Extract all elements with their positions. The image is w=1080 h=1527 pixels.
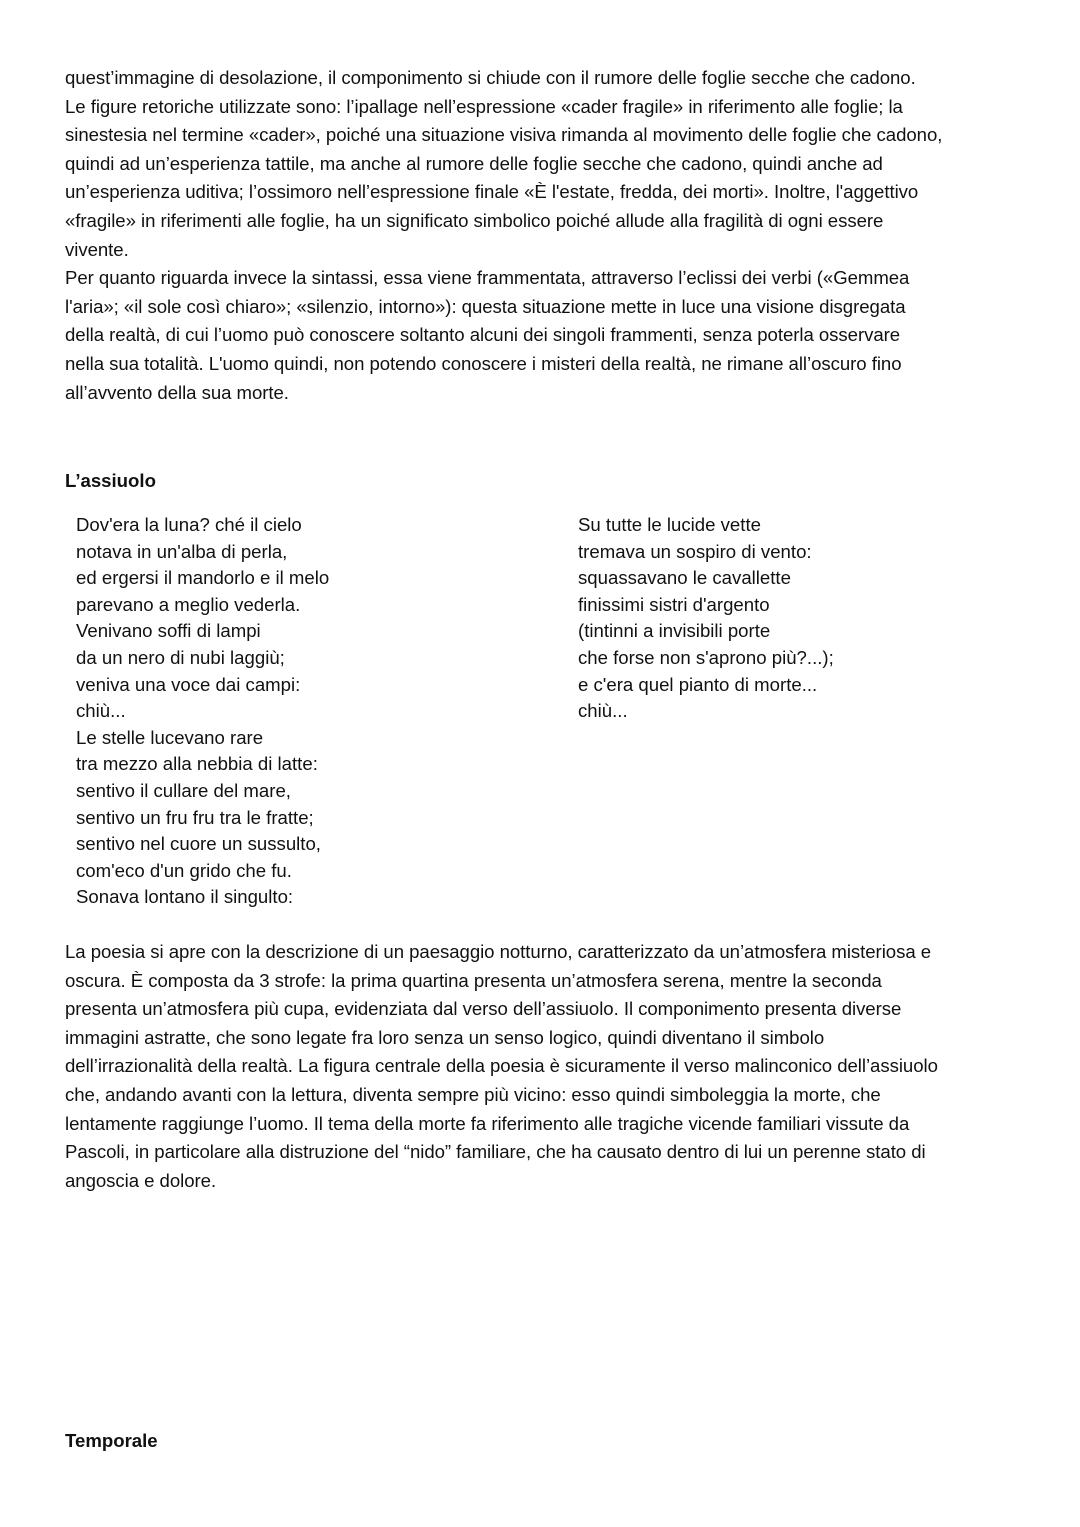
poem-verse: e c'era quel pianto di morte...: [578, 673, 818, 695]
poem-verse: tra mezzo alla nebbia di latte:: [76, 753, 318, 775]
poem-column-right: [578, 512, 834, 725]
poem-verse: da un nero di nubi laggiù;: [76, 646, 285, 668]
intro-line: quindi ad un’esperienza tattile, ma anche al rumore delle foglie secche che cadono, quindi anche ad: [65, 152, 883, 174]
poem-verse: sentivo un fru fru tra le fratte;: [76, 806, 314, 828]
section-title-temporale: Temporale: [65, 1430, 158, 1451]
intro-paragraph: [65, 64, 1025, 407]
poem-verse: com'eco d'un grido che fu.: [76, 859, 292, 881]
poem-verse: chiù...: [76, 700, 126, 722]
commentary-line: dell’irrazionalità della realtà. La figura centrale della poesia è sicuramente il verso malinconico dell’assiuolo: [65, 1055, 938, 1077]
poem-verse: notava in un'alba di perla,: [76, 540, 288, 562]
intro-line: un’esperienza uditiva; l’ossimoro nell’espressione finale «È l'estate, fredda, dei morti». Inoltre, l'aggettivo: [65, 181, 919, 203]
poem-verse: tremava un sospiro di vento:: [578, 540, 812, 562]
intro-line: vivente.: [65, 238, 129, 260]
intro-line: nella sua totalità. L'uomo quindi, non potendo conoscere i misteri della realtà, ne rimane all’oscuro fino: [65, 352, 902, 374]
poem-verse: (tintinni a invisibili porte: [578, 620, 771, 642]
poem-verse: sentivo il cullare del mare,: [76, 779, 291, 801]
commentary-line: che, andando avanti con la lettura, diventa sempre più vicino: esso quindi simboleggia la morte, che: [65, 1083, 881, 1105]
commentary-line: oscura. È composta da 3 strofe: la prima quartina presenta un’atmosfera serena, mentre la seconda: [65, 969, 882, 991]
poem-verse: Le stelle lucevano rare: [76, 726, 264, 748]
intro-line: Le figure retoriche utilizzate sono: l’ipallage nell’espressione «cader fragile» in riferimento alle foglie; la: [65, 95, 903, 117]
commentary-line: presenta un’atmosfera più cupa, evidenziata dal verso dell’assiuolo. Il componimento presenta diverse: [65, 998, 902, 1020]
poem-column-left: [76, 512, 329, 911]
poem-verse: Dov'era la luna? ché il cielo: [76, 514, 302, 535]
intro-line: della realtà, di cui l’uomo può conoscere soltanto alcuni dei singoli frammenti, senza poterla osservare: [65, 324, 901, 346]
commentary-line: La poesia si apre con la descrizione di un paesaggio notturno, caratterizzato da un’atmosfera misteriosa e: [65, 941, 932, 962]
intro-line: «fragile» in riferimenti alle foglie, ha un significato simbolico poiché allude alla fragilità di ogni essere: [65, 209, 884, 231]
poem-verse: ed ergersi il mandorlo e il melo: [76, 567, 330, 589]
poem-verse: sentivo nel cuore un sussulto,: [76, 833, 321, 855]
poem-verse: squassavano le cavallette: [578, 567, 791, 589]
poem-verse: Venivano soffi di lampi: [76, 620, 261, 642]
intro-line: Per quanto riguarda invece la sintassi, essa viene frammentata, attraverso l’eclissi dei verbi («Gemmea: [65, 267, 910, 289]
commentary-line: lentamente raggiunge l’uomo. Il tema della morte fa riferimento alle tragiche vicende familiari vissute da: [65, 1112, 910, 1134]
poem-verse: parevano a meglio vederla.: [76, 593, 301, 615]
commentary-line: angoscia e dolore.: [65, 1169, 217, 1191]
intro-line: quest’immagine di desolazione, il componimento si chiude con il rumore delle foglie secche che cadono.: [65, 67, 916, 88]
poem-verse: Sonava lontano il singulto:: [76, 886, 294, 908]
section-title-assiuolo: L’assiuolo: [65, 470, 156, 491]
assiuolo-commentary: [65, 938, 1025, 1195]
commentary-line: immagini astratte, che sono legate fra loro senza un senso logico, quindi diventano il simbolo: [65, 1026, 825, 1048]
intro-line: l'aria»; «il sole così chiaro»; «silenzio, intorno»): questa situazione mette in luce una visione disgregata: [65, 295, 906, 317]
commentary-line: Pascoli, in particolare alla distruzione del “nido” familiare, che ha causato dentro di lui un perenne stato di: [65, 1141, 926, 1163]
intro-line: sinestesia nel termine «cader», poiché una situazione visiva rimanda al movimento delle foglie che cadono,: [65, 124, 943, 146]
poem-verse: che forse non s'aprono più?...);: [578, 646, 834, 668]
intro-line: all’avvento della sua morte.: [65, 381, 289, 403]
poem-verse: veniva una voce dai campi:: [76, 673, 301, 695]
poem-verse: finissimi sistri d'argento: [578, 593, 770, 615]
poem-verse: chiù...: [578, 700, 628, 722]
poem-verse: Su tutte le lucide vette: [578, 514, 761, 535]
